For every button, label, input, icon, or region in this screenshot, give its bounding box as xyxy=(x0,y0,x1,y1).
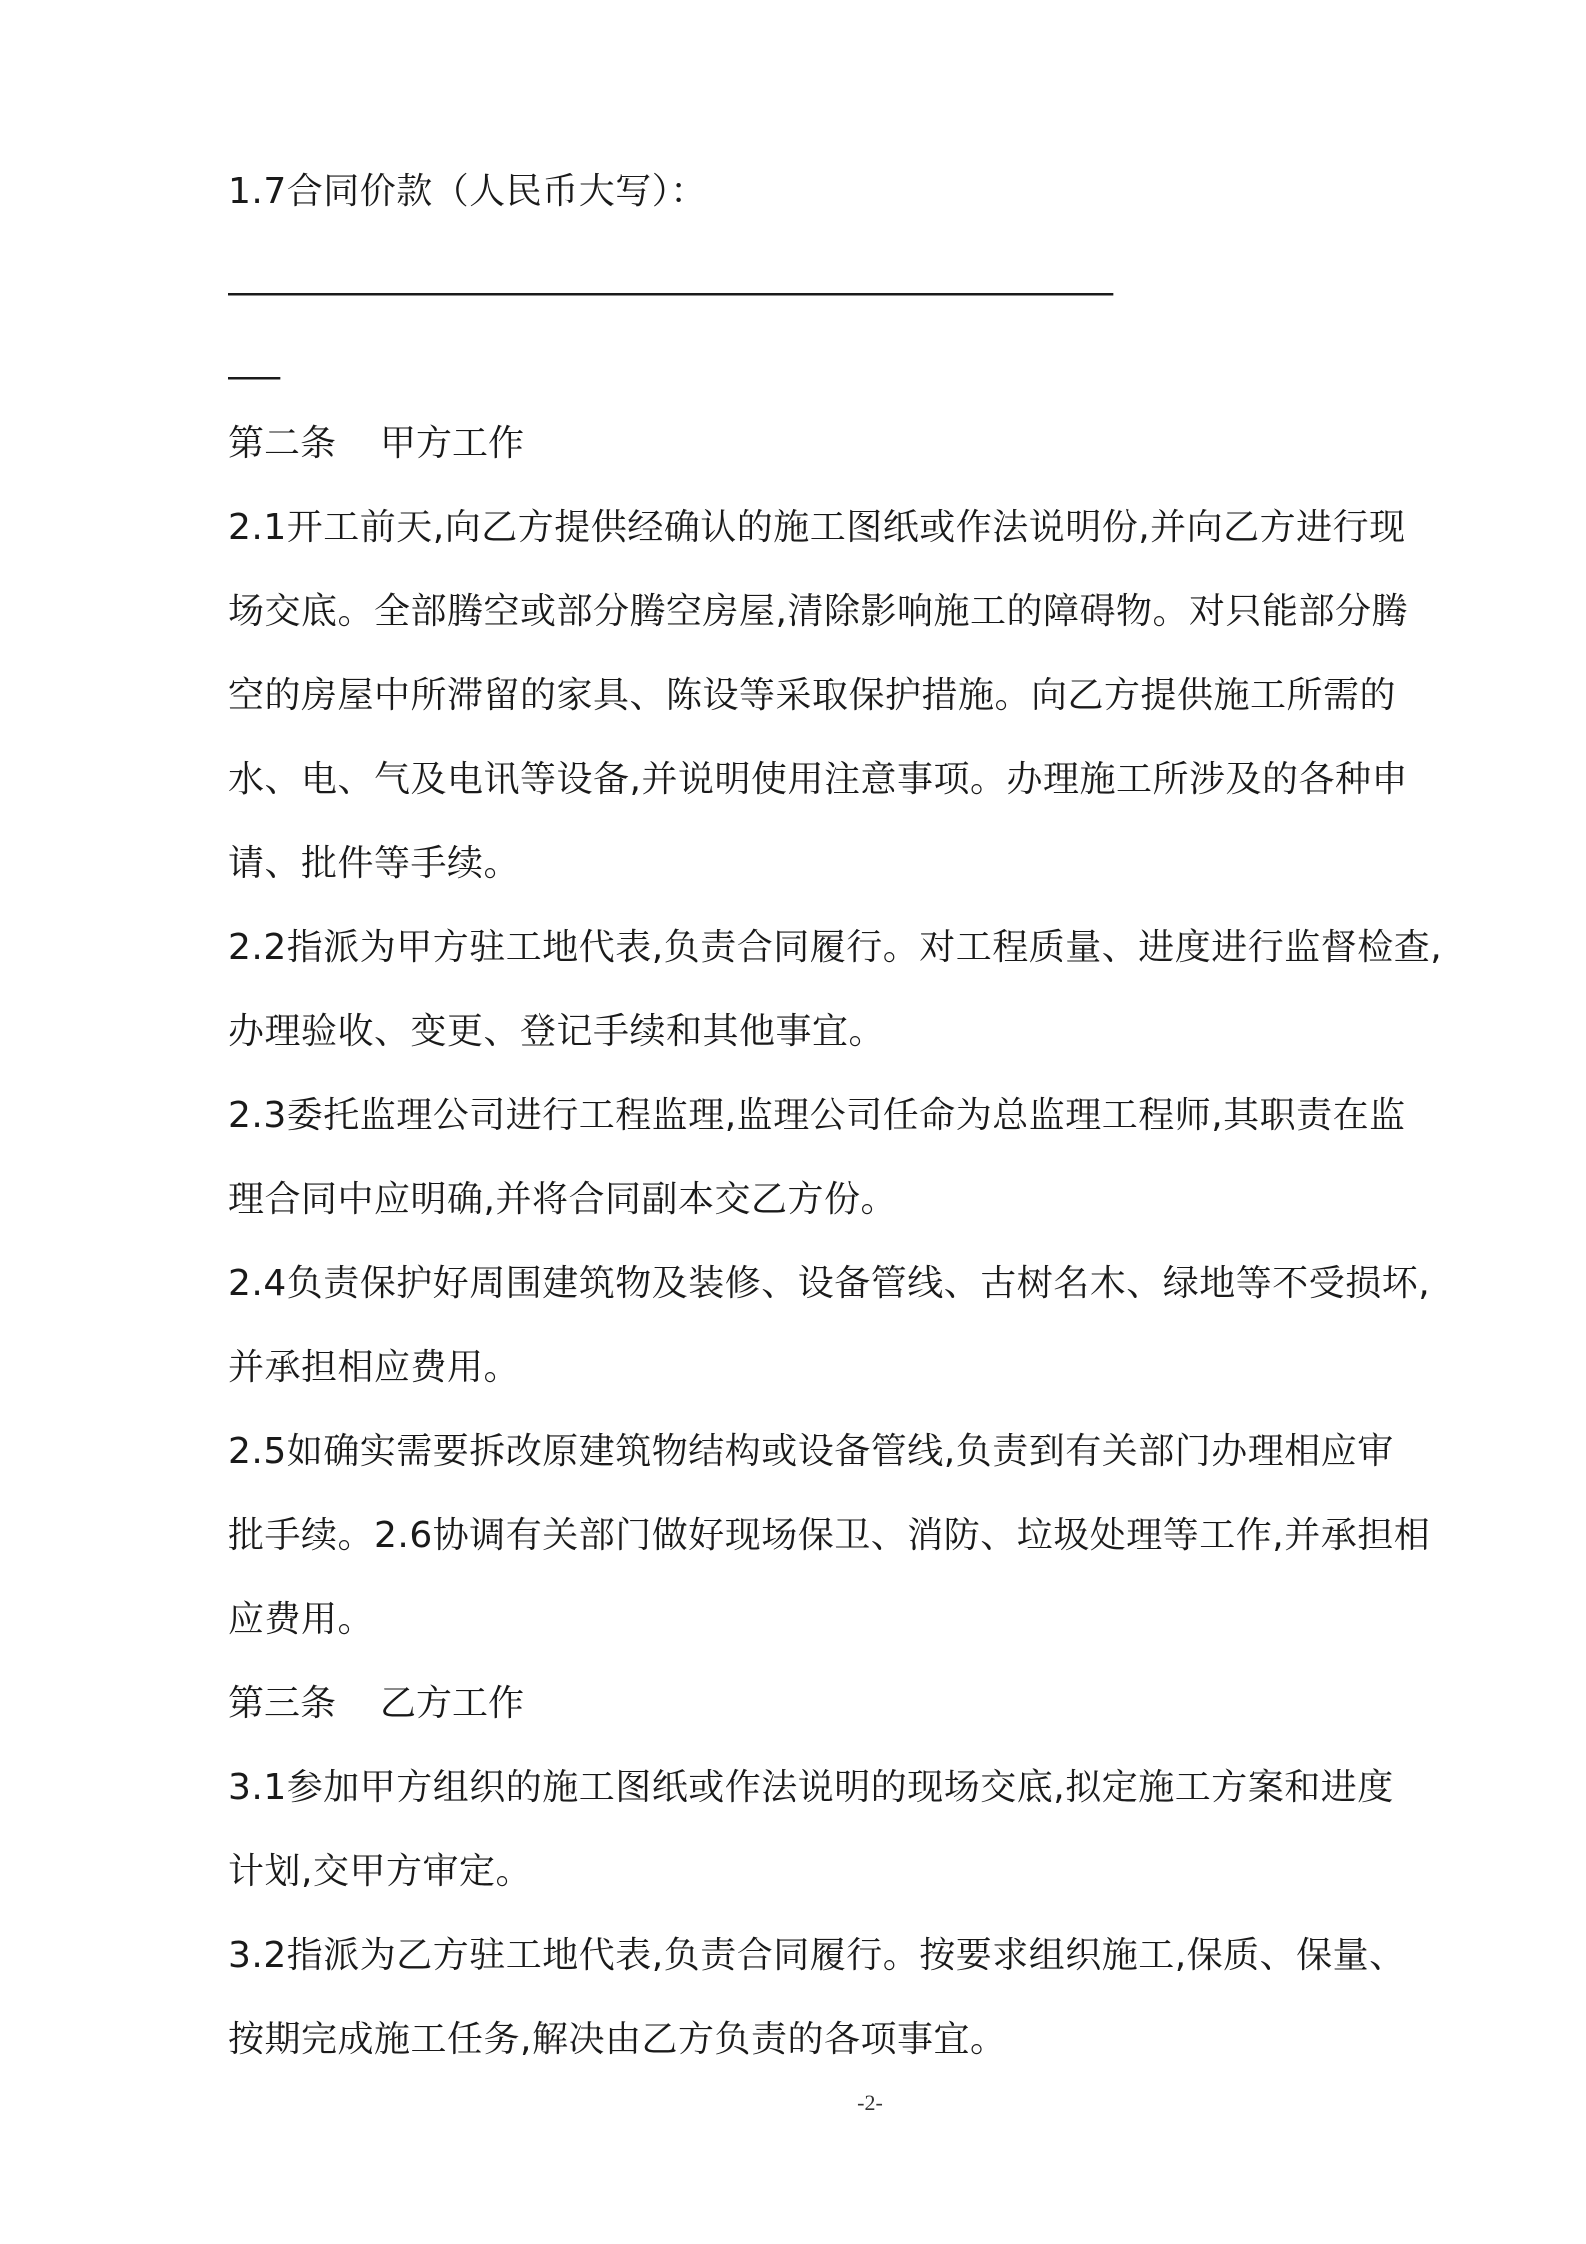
article-2-number: 第二条 xyxy=(228,423,337,464)
article-2-line: 办理验收、变更、登记手续和其他事宜。 xyxy=(228,1011,886,1052)
article-2-line: 应费用。 xyxy=(228,1599,375,1640)
article-2-line: 空的房屋中所滞留的家具、陈设等采取保护措施。向乙方提供施工所需的 xyxy=(228,675,1397,716)
article-2-title: 甲方工作 xyxy=(380,423,525,464)
contract-price-blank: ____________________________________________________ xyxy=(228,255,1112,296)
article-3-number: 第三条 xyxy=(228,1683,337,1724)
article-2-line: 场交底。全部腾空或部分腾空房屋,清除影响施工的障碍物。对只能部分腾 xyxy=(228,591,1408,632)
article-2-line: 并承担相应费用。 xyxy=(228,1347,521,1388)
article-2-line: 2.1开工前天,向乙方提供经确认的施工图纸或作法说明份,并向乙方进行现 xyxy=(228,507,1406,548)
article-2-heading xyxy=(228,402,1458,486)
article-3-line: 计划,交甲方审定。 xyxy=(228,1851,532,1892)
article-3-title: 乙方工作 xyxy=(380,1683,525,1724)
article-3-line: 3.2指派为乙方驻工地代表,负责合同履行。按要求组织施工,保质、保量、 xyxy=(228,1935,1406,1976)
article-2-line: 水、电、气及电讯等设备,并说明使用注意事项。办理施工所涉及的各种申 xyxy=(228,759,1408,800)
document-body xyxy=(228,150,1458,2082)
article-2-line: 2.3委托监理公司进行工程监理,监理公司任命为总监理工程师,其职责在监 xyxy=(228,1095,1406,1136)
article-3-line: 按期完成施工任务,解决由乙方负责的各项事宜。 xyxy=(228,2019,1007,2060)
article-3-heading xyxy=(228,1662,1458,1746)
article-3-line: 3.1参加甲方组织的施工图纸或作法说明的现场交底,拟定施工方案和进度 xyxy=(228,1767,1394,1808)
contract-price-label: 1.7合同价款（人民币大写）： xyxy=(228,171,707,212)
article-2-line: 2.5如确实需要拆改原建筑物结构或设备管线,负责到有关部门办理相应审 xyxy=(228,1431,1394,1472)
article-2-line: 2.4负责保护好周围建筑物及装修、设备管线、古树名木、绿地等不受损坏, xyxy=(228,1263,1431,1304)
article-2-line: 2.2指派为甲方驻工地代表,负责合同履行。对工程质量、进度进行监督检查, xyxy=(228,927,1443,968)
article-2-line: 理合同中应明确,并将合同副本交乙方份。 xyxy=(228,1179,897,1220)
contract-price-blank-continued: ___ xyxy=(228,339,279,380)
article-2-line: 批手续。2.6协调有关部门做好现场保卫、消防、垃圾处理等工作,并承担相 xyxy=(228,1515,1431,1556)
page-number: -2- xyxy=(857,2090,883,2115)
article-2-line: 请、批件等手续。 xyxy=(228,843,521,884)
